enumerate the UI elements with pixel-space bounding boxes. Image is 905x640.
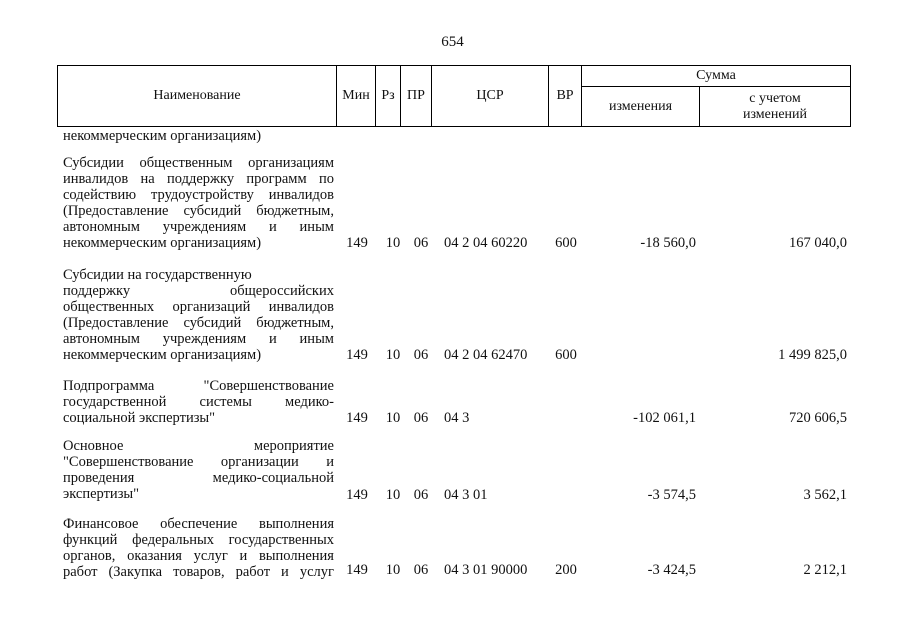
- row-name: [63, 438, 334, 502]
- cell-rz: 10: [385, 562, 401, 578]
- cell-vr: 600: [555, 347, 577, 363]
- row-name-line: социальной экспертизы": [63, 410, 216, 426]
- row-name-line: некоммерческим организациям): [63, 347, 262, 363]
- cell-rz: 10: [385, 410, 401, 426]
- row-name-line: экспертизы": [63, 486, 140, 502]
- header-vr: ВР: [548, 65, 582, 127]
- cell-rz: 10: [385, 235, 401, 251]
- cell-total: 1 499 825,0: [778, 347, 847, 363]
- row-name-line: содействию трудоустройству инвалидов: [63, 187, 334, 203]
- cell-vr: 600: [555, 235, 577, 251]
- cell-csr: 04 3 01 90000: [444, 562, 528, 578]
- row-name-line: поддержку общероссийских: [63, 283, 334, 299]
- cell-change: -18 560,0: [640, 235, 696, 251]
- row-name-line: "Совершенствование организации и: [63, 454, 334, 470]
- row-name-line: Основное мероприятие: [63, 438, 334, 454]
- row-name: [63, 378, 334, 426]
- row-name-line: (Предоставление субсидий бюджетным,: [63, 203, 334, 219]
- cell-pr: 06: [413, 235, 429, 251]
- row-name-line: органов, оказания услуг и выполнения: [63, 548, 334, 564]
- row-name-line: автономным учреждениям и иным: [63, 219, 334, 235]
- header-change: изменения: [581, 86, 700, 127]
- cell-total: 2 212,1: [803, 562, 847, 578]
- row-name-line: инвалидов на поддержку программ по: [63, 171, 334, 187]
- cell-total: 167 040,0: [789, 235, 847, 251]
- row-name: [63, 128, 334, 144]
- row-name-line: проведения медико-социальной: [63, 470, 334, 486]
- header-rz: Рз: [375, 65, 401, 127]
- cell-rz: 10: [385, 487, 401, 503]
- cell-csr: 04 3 01: [444, 487, 488, 503]
- page-number: 654: [441, 34, 464, 50]
- row-name-line: Финансовое обеспечение выполнения: [63, 516, 334, 532]
- cell-csr: 04 2 04 60220: [444, 235, 528, 251]
- cell-rz: 10: [385, 347, 401, 363]
- cell-change: -102 061,1: [633, 410, 696, 426]
- cell-min: 149: [346, 562, 368, 578]
- cell-total: 720 606,5: [789, 410, 847, 426]
- row-name-line: (Предоставление субсидий бюджетным,: [63, 315, 334, 331]
- cell-min: 149: [346, 410, 368, 426]
- cell-csr: 04 3: [444, 410, 470, 426]
- cell-pr: 06: [413, 347, 429, 363]
- row-name-line: общественных организаций инвалидов: [63, 299, 334, 315]
- header-csr: ЦСР: [431, 65, 549, 127]
- cell-change: -3 424,5: [647, 562, 696, 578]
- row-name-line: Подпрограмма "Совершенствование: [63, 378, 334, 394]
- row-name-line: автономным учреждениям и иным: [63, 331, 334, 347]
- header-min: Мин: [336, 65, 376, 127]
- row-name: [63, 155, 334, 251]
- row-name-line: некоммерческим организациям): [63, 235, 262, 251]
- row-name-line: государственной системы медико-: [63, 394, 334, 410]
- cell-change: -3 574,5: [647, 487, 696, 503]
- cell-vr: 200: [555, 562, 577, 578]
- header-pr: ПР: [400, 65, 432, 127]
- header-sum: Сумма: [581, 65, 851, 87]
- cell-min: 149: [346, 347, 368, 363]
- header-total-line2: изменений: [742, 106, 808, 122]
- row-name-line: работ (Закупка товаров, работ и услуг: [63, 564, 334, 580]
- row-name-line: некоммерческим организациям): [63, 128, 262, 144]
- cell-csr: 04 2 04 62470: [444, 347, 528, 363]
- cell-pr: 06: [413, 410, 429, 426]
- cell-pr: 06: [413, 562, 429, 578]
- row-name: [63, 267, 334, 363]
- cell-pr: 06: [413, 487, 429, 503]
- cell-min: 149: [346, 235, 368, 251]
- header-name: Наименование: [57, 65, 337, 127]
- cell-min: 149: [346, 487, 368, 503]
- row-name-line: функций федеральных государственных: [63, 532, 334, 548]
- row-name-line: Субсидии общественным организациям: [63, 155, 334, 171]
- cell-total: 3 562,1: [803, 487, 847, 503]
- header-total-line1: с учетом: [749, 90, 801, 106]
- row-name: [63, 516, 334, 580]
- row-name-line: Субсидии на государственную: [63, 267, 252, 283]
